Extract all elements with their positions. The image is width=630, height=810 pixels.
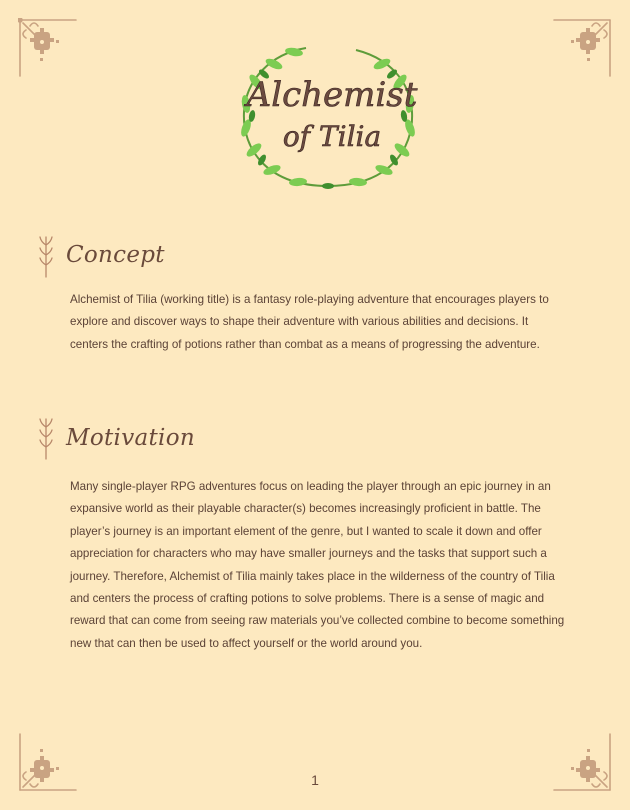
- section-heading-concept: Concept: [66, 242, 165, 268]
- game-logo: [228, 40, 428, 192]
- corner-ornament-top-left: [18, 18, 78, 78]
- logo-title-line1: Alchemist: [246, 75, 418, 115]
- section-heading-motivation: Motivation: [66, 425, 195, 451]
- sprig-icon: [39, 417, 53, 461]
- sprig-icon: [39, 235, 53, 279]
- section-body-concept: Alchemist of Tilia (working title) is a fantasy role-playing adventure that encourages players to explore and discover ways to shape their adventure with various abilities and decisions. It centers the crafting of potions rather than combat as a means of progressing the adventure.: [70, 293, 549, 351]
- logo-title-line2: of Tilia: [282, 120, 382, 153]
- page-number: 1: [311, 772, 319, 788]
- laurel-wreath-icon: [228, 40, 428, 192]
- section-body-motivation: Many single-player RPG adventures focus on leading the player through an epic journey in an expansive world as their playable character(s) becomes increasingly proficient in battle. The player’s journey is an important element of the genre, but I wanted to scale it down and offer appreciation for characters who may have smaller journeys and the tasks that support such a journey. Therefore, Alchemist of Tilia mainly takes place in the wilderness of the country of Tilia and centers the process of crafting potions to solve problems. There is a sense of magic and reward that can come from seeing raw materials you’ve collected combine to become something new that can then be used to affect yourself or the world around you.: [70, 480, 565, 650]
- corner-ornament-top-right: [552, 18, 612, 78]
